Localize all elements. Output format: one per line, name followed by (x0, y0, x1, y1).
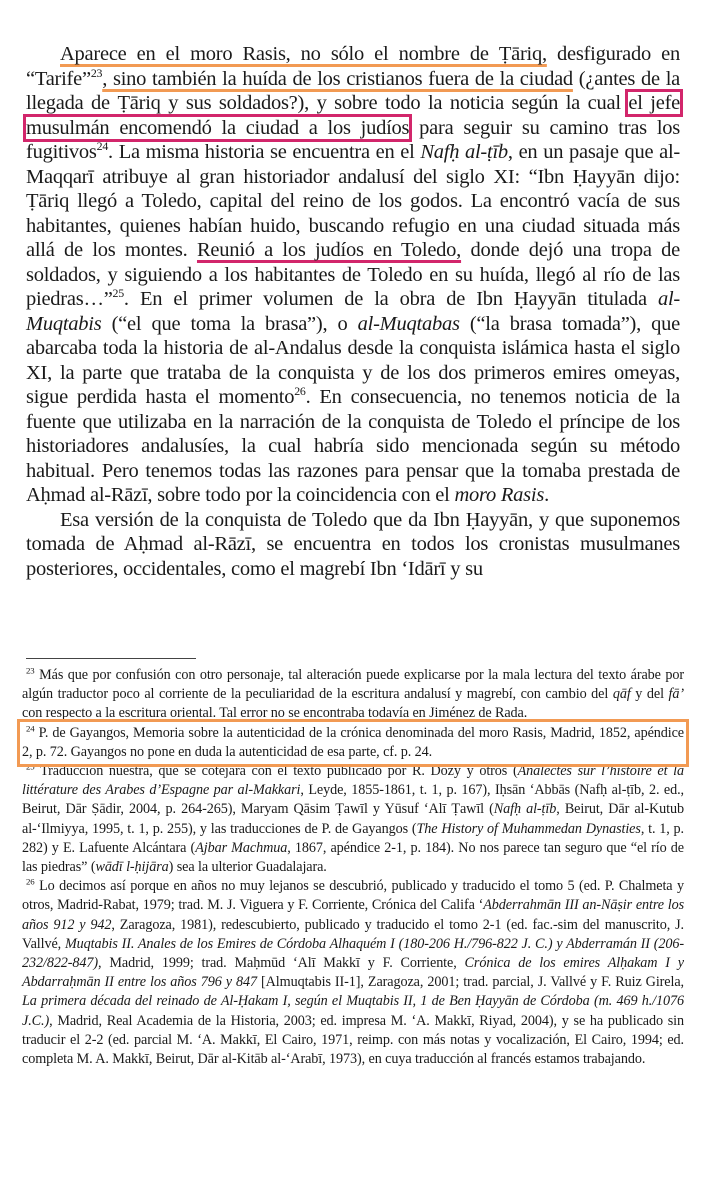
text-run: , en un pasaje que al-Maqqarī atribuye al gran historiador andalusí del siglo XI: “Ibn Ḥayyān dijo: Ṭāriq llegó a Toledo, capital del reino de los godos. La encontró vacía de sus habitantes, quienes habían huido, buscando refugio en una ciudad situada más allá de los montes. (26, 141, 680, 261)
text-run: donde dejó una tropa de soldados, y siguiendo a los habitantes de Toledo en su huída, llegó al río de las piedras…” (26, 239, 680, 310)
italic-title: Abderrahmān III an-Nāṣir entre los años 912 y 942 (22, 897, 684, 933)
italic-title: Ajbar Machmua (195, 839, 288, 856)
italic-term: wādī l-ḥijāra (95, 859, 169, 876)
footnote-number: 23 (26, 665, 35, 676)
text-run: (“la brasa tomada”), que abarcaba toda la historia de al-Andalus desde la conquista islámica hasta el siglo XI, la parte que trataba de la conquista y de los dos primeros emires omeyas, sigue perdida hasta el momento (26, 312, 680, 408)
footnote-23 (22, 666, 684, 724)
text-run: , Beirut, Dār al-Kutub al-‘Ilmiyya, 1995, t. 1, p. 255), y las traducciones de P. de Gayangos ( (22, 801, 684, 837)
highlight-box-1: el jefe musulmán encomendó la ciudad a los judíos (26, 92, 680, 139)
footnote-24-highlighted (22, 724, 684, 762)
italic-term: fā’ (668, 686, 684, 703)
text-run: (¿antes de la llegada de Ṭāriq y sus soldados?), y sobre todo la noticia según la cual (26, 67, 680, 114)
text-run: y del (630, 686, 669, 703)
italic-title: Analectes sur l’histoire et la littérature des Arabes d’Espagne par al-Makkari (22, 763, 684, 799)
highlight-underline-1: Aparece en el moro Rasis, no sólo el nombre de Ṭāriq, (60, 43, 547, 65)
footnote-number: 26 (26, 876, 35, 887)
text-run: P. de Gayangos, Memoria sobre la autenticidad de la crónica denominada del moro Rasis, Madrid, 1852, apéndice 2, p. 72. Gayangos no pone en duda la autenticidad de esa parte, cf. p. 24. (22, 724, 684, 760)
text-run: Más que por confusión con otro personaje, tal alteración puede explicarse por la mala lectura del texto árabe por algún traductor poco al corriente de la peculiaridad de la escritura andalusí y magrebí, con cambio del (22, 667, 684, 703)
footnote-26 (22, 877, 684, 1069)
text-run: , 1867, apéndice 2-1, p. 184). No nos parece tan seguro que “el río de las piedras” ( (22, 839, 684, 876)
text-run: desfigurado en “Tarife” (26, 43, 680, 90)
text-run: , Madrid, 1999; trad. Maḥmūd ‘Alī Makkī y F. Corriente, (98, 955, 465, 972)
italic-title: La primera década del reinado de Al-Ḥakam I, según el Muqtabis II, 1 de Ben Ḥayyān de Córdoba (m. 469 h./1076 J.C.) (22, 993, 684, 1029)
paragraph-2: Esa versión de la conquista de Toledo que da Ibn Ḥayyān, y que suponemos tomada de Aḥmad al-Rāzī, se encuentra en todos los cronistas musulmanes posteriores, occidentales, como el magrebí Ibn ‘Idārī y su (26, 508, 680, 580)
text-run: , Zaragoza, 1981), redescubierto, publicado y traducido el tomo 2-1 (ed. fac.-sim del manuscrito, J. Vallvé, (22, 916, 684, 952)
italic-title: Nafḥ al-ṭīb (493, 801, 557, 818)
footnote-divider (26, 658, 196, 659)
text-run: con respecto a la escritura oriental. Tal error no se encontraba todavía en Jiménez de Rada. (22, 705, 528, 722)
highlight-underline-3: Reunió a los judíos en Toledo, (196, 239, 462, 261)
text-run: . (544, 484, 549, 506)
text-run: ) sea la ulterior Guadalajara. (168, 859, 327, 876)
text-run: (“el que toma la brasa”), o (101, 312, 358, 335)
text-run: , Leyde, 1855-1861, t. 1, p. 167), Iḥsān ‘Abbās (Nafḥ al-ṭīb, 2. ed., Beirut, Dār Ṣādir, 2004, p. 264-265), Maryam Qāsim Ṭawīl y Yūsuf ‘Alī Ṭawīl ( (22, 782, 684, 818)
title-muqtabas: al-Muqtabas (357, 312, 460, 335)
text-run: , Madrid, Real Academia de la Historia, 2003; ed. impresa M. ‘A. Makkī, Riyad, 2004), y se ha publicado sin traducir el 2-2 (ed. parcial M. ‘A. Makkī, El Cairo, 1971, reimp. con más notas y vocalización, El Cairo, 1994; ed. completa M. A. Makkī, Beirut, Dār al-Kitāb al-‘Arabī, 1973), en cuya traducción al francés estamos trabajando. (22, 1012, 684, 1068)
footnote-number: 25 (26, 761, 35, 772)
italic-title: Crónica de los emires Alḥakam I y Abdarraḥmān II entre los años 796 y 847 (22, 955, 684, 991)
title-nafh: Nafḥ al-ṭīb (420, 141, 508, 163)
main-text (26, 42, 680, 581)
footnote-ref-23: 23 (90, 65, 103, 80)
title-muqtabis: al-Muqtabis (26, 288, 680, 335)
text-run: . La misma historia se encuentra en el (108, 141, 421, 163)
text-run: para seguir su camino tras los fugitivos (26, 116, 681, 163)
footnote-ref-24: 24 (96, 139, 109, 154)
highlight-underline-2: , sino también la huída de los cristianos fuera de la ciudad (102, 67, 573, 90)
footnotes (22, 666, 684, 1069)
footnote-25 (22, 762, 684, 877)
paragraph-1 (26, 42, 680, 508)
text-run: Lo decimos así porque en años no muy lejanos se descubrió, publicado y traducido el tomo 5 (ed. P. Chalmeta y otros, Madrid-Rabat, 1979; trad. M. J. Viguera y F. Corriente, Crónica del Califa ‘ (22, 878, 684, 914)
text-run: . En consecuencia, no tenemos noticia de la fuente que utilizaba en la narración de la conquista de Toledo el príncipe de los historiadores andalusíes, la cual habría sido mencionada según su método habitual. Pero tenemos todas las razones para pensar que la tomaba prestada de Aḥmad al-Rāzī, sobre todo por la coincidencia con el (26, 386, 680, 506)
footnote-number: 24 (26, 722, 35, 733)
italic-title: The History of Muhammedan Dynasties (416, 820, 641, 837)
text-run: . En el primer volumen de la obra de Ibn Ḥayyān titulada (123, 288, 658, 310)
text-run: , t. 1, p. 282) y E. Lafuente Alcántara ( (22, 820, 684, 856)
italic-title: Muqtabis II. Anales de los Emires de Córdoba Alhaquém I (180-206 H./796-822 J. C.) y Abderramán II (206-232/822-847) (22, 935, 684, 972)
italic-term: qāf (612, 686, 631, 703)
title-moro-rasis: moro Rasis (454, 484, 545, 506)
text-run: [Almuqtabis II-1], Zaragoza, 2001; trad. parcial, J. Vallvé y F. Ruiz Girela, (257, 974, 684, 991)
footnote-ref-25: 25 (112, 286, 124, 301)
footnote-ref-26: 26 (294, 384, 306, 399)
text-run: Traducción nuestra, que se cotejará con el texto publicado por R. Dozy y otros ( (34, 763, 518, 780)
